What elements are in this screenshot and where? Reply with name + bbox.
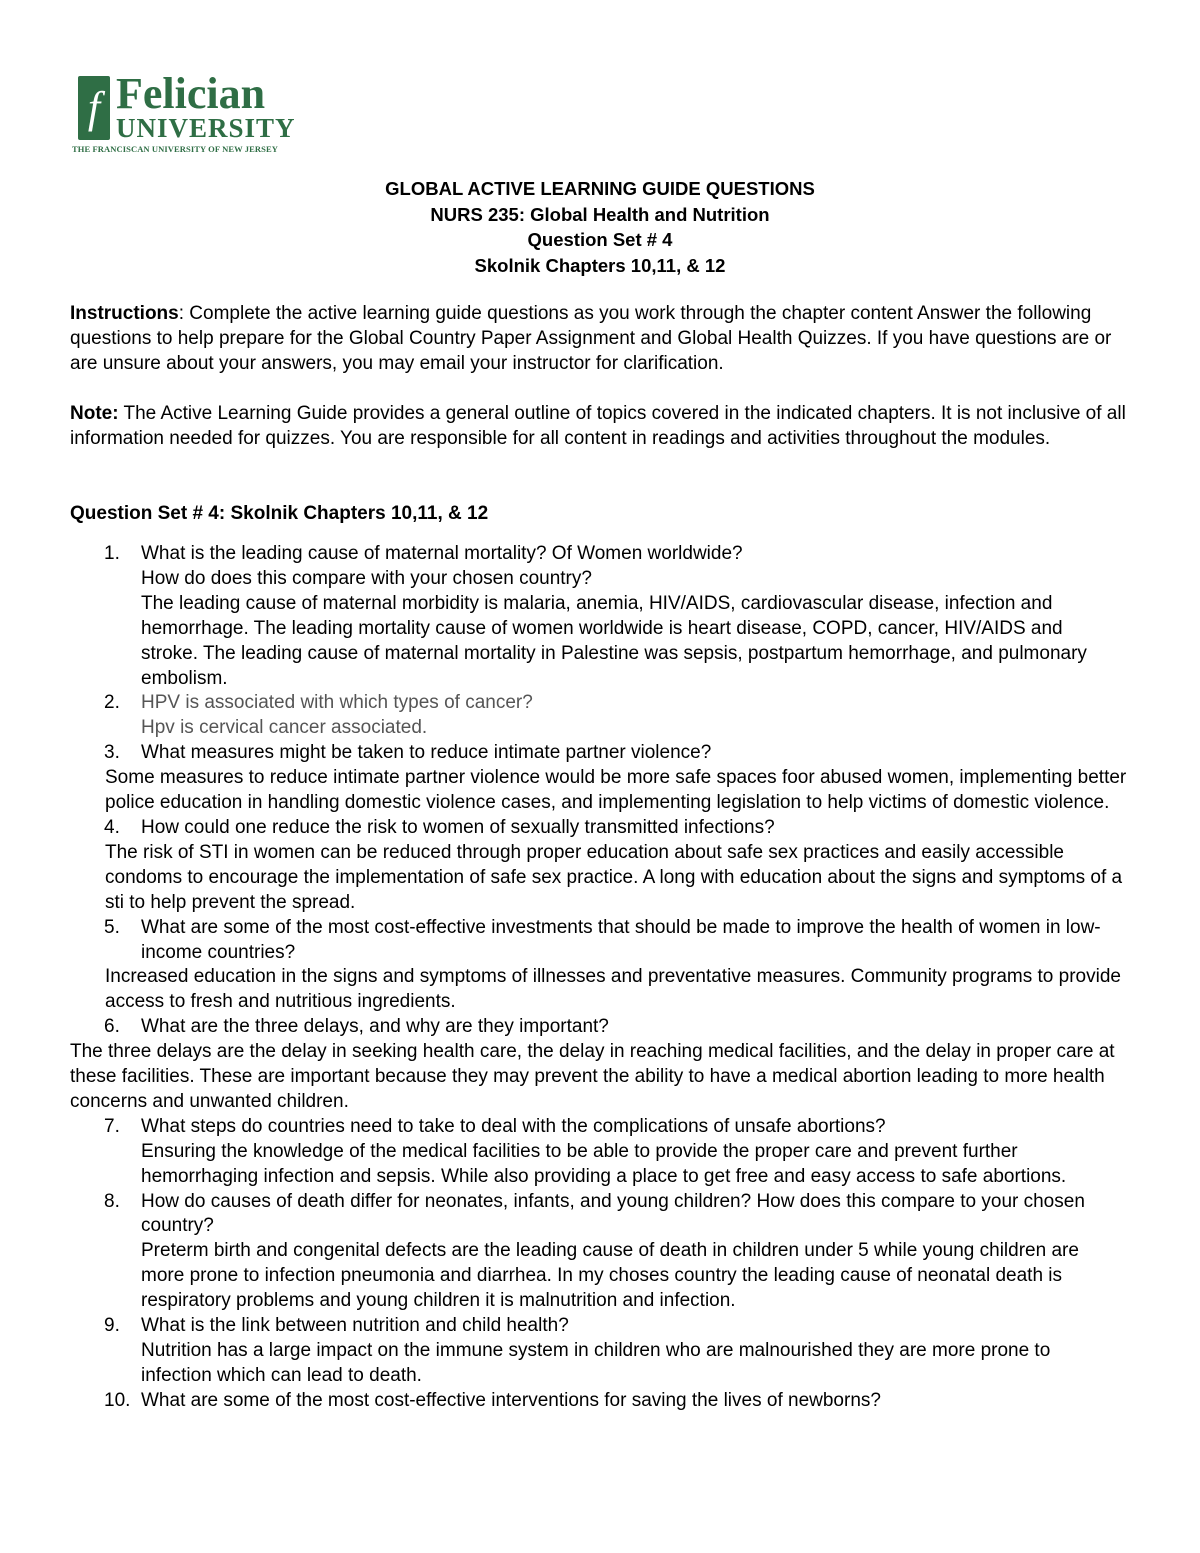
- answer-text: The leading cause of maternal morbidity is malaria, anemia, HIV/AIDS, cardiovascular disease, infection and hemorrhage. The leading mortality cause of women worldwide is heart disease, COPD, cancer, HIV/AIDS and stroke. The leading cause of maternal mortality in Palestine was sepsis, postpartum hemorrhage, and pulmonary embolism.: [141, 592, 1087, 689]
- question-number: 3.: [104, 742, 120, 764]
- header-course: NURS 235: Global Health and Nutrition: [430, 203, 770, 225]
- question-number: 8.: [104, 1190, 120, 1212]
- question-number: 4.: [104, 816, 120, 838]
- question-number: 6.: [104, 1016, 120, 1038]
- logo-emblem: [78, 76, 110, 140]
- header-chapters: Skolnik Chapters 10,11, & 12: [474, 254, 726, 276]
- question-number: 10.: [104, 1389, 131, 1411]
- question-item-4: [0, 816, 1200, 916]
- answer-text: Increased education in the signs and symptoms of illnesses and preventative measures. Community programs to provide access to fresh and nutritious ingredients.: [105, 966, 1121, 1013]
- question-number: 1.: [104, 543, 120, 564]
- question-followup: How do does this compare with your chosen country?: [141, 567, 592, 589]
- question-item-3: [0, 741, 1200, 816]
- question-text: What steps do countries need to take to deal with the complications of unsafe abortions?: [141, 1115, 886, 1137]
- question-text: What is the link between nutrition and child health?: [141, 1315, 569, 1337]
- document-header: [0, 176, 1200, 278]
- question-item-2: [0, 691, 1200, 741]
- note-text: The Active Learning Guide provides a general outline of topics covered in the indicated chapters. It is not inclusive of all information needed for quizzes. You are responsible for all content in readings and activities throughout the modules.: [70, 403, 1126, 449]
- answer-text: The three delays are the delay in seeking health care, the delay in reaching medical facilities, and the delay in proper care at these facilities. These are important because they may prevent the ability to have a medical abortion leading to more health concerns and unwanted children.: [70, 1041, 1115, 1112]
- instructions-text: : Complete the active learning guide questions as you work through the chapter content Answer the following questions to help prepare for the Global Country Paper Assignment and Global Health Quizzes. If you have questions are or are unsure about your answers, you may email your instructor for clarification.: [70, 303, 1112, 374]
- question-item-8: [0, 1190, 1200, 1315]
- question-text: How could one reduce the risk to women of sexually transmitted infections?: [141, 816, 775, 838]
- answer-text: Ensuring the knowledge of the medical facilities to be able to provide the proper care and prevent further hemorrhaging infection and sepsis. While also providing a place to get free and easy access to safe abortions.: [141, 1140, 1067, 1187]
- question-text: What are the three delays, and why are they important?: [141, 1016, 609, 1038]
- question-number: 7.: [104, 1115, 120, 1137]
- instructions-label: Instructions: [70, 303, 179, 324]
- header-question-set: Question Set # 4: [527, 229, 673, 250]
- question-item-6: [0, 1015, 1200, 1115]
- answer-text: Nutrition has a large impact on the immune system in children who are malnourished they are more prone to infection which can lead to death.: [141, 1340, 1051, 1386]
- question-item-9: [0, 1314, 1200, 1389]
- question-number: 5.: [104, 916, 120, 938]
- header-title: GLOBAL ACTIVE LEARNING GUIDE QUESTIONS: [385, 178, 815, 199]
- note-label: Note:: [70, 403, 119, 424]
- logo-tagline: THE FRANCISCAN UNIVERSITY OF NEW JERSEY: [72, 144, 278, 154]
- question-text: HPV is associated with which types of cancer?: [141, 692, 533, 714]
- question-text: What measures might be taken to reduce intimate partner violence?: [141, 742, 712, 764]
- question-list: [0, 542, 1200, 1414]
- question-item-7: [0, 1115, 1200, 1190]
- answer-text: Hpv is cervical cancer associated.: [141, 717, 428, 739]
- question-text: What are some of the most cost-effective investments that should be made to improve the health of women in low-income countries?: [141, 916, 1101, 963]
- instructions-paragraph: [70, 301, 1140, 376]
- question-number: 9.: [104, 1315, 120, 1337]
- question-item-10: [0, 1389, 1200, 1414]
- logo-emblem-letter: f: [87, 83, 101, 132]
- answer-text: The risk of STI in women can be reduced through proper education about safe sex practices and easily accessible condoms to encourage the implementation of safe sex practice. A long with education about the signs and symptoms of a sti to help prevent the spread.: [105, 841, 1123, 913]
- question-item-5: [0, 916, 1200, 1016]
- logo-university: UNIVERSITY: [116, 113, 296, 143]
- question-number: 2.: [104, 692, 120, 714]
- answer-text: Some measures to reduce intimate partner violence would be more safe spaces foor abused women, implementing better police education in handling domestic violence cases, and implementing legislation to help victims of domestic violence.: [105, 767, 1127, 814]
- answer-text: Preterm birth and congenital defects are the leading cause of death in children under 5 while young children are more prone to infection pneumonia and diarrhea. In my choses country the leading cause of neonatal death is respiratory problems and young children it is malnutrition and infection.: [141, 1240, 1079, 1312]
- university-logo: [72, 70, 302, 160]
- question-text: What are some of the most cost-effective interventions for saving the lives of newborns?: [141, 1389, 881, 1411]
- question-text: How do causes of death differ for neonates, infants, and young children? How does this compare to your chosen country?: [141, 1190, 1085, 1237]
- note-paragraph: [70, 401, 1140, 451]
- logo-name: Felician: [116, 69, 266, 118]
- question-text: What is the leading cause of maternal mortality? Of Women worldwide?: [141, 543, 743, 564]
- question-set-heading: Question Set # 4: Skolnik Chapters 10,11, & 12: [70, 503, 489, 524]
- question-item-1: [0, 542, 1200, 691]
